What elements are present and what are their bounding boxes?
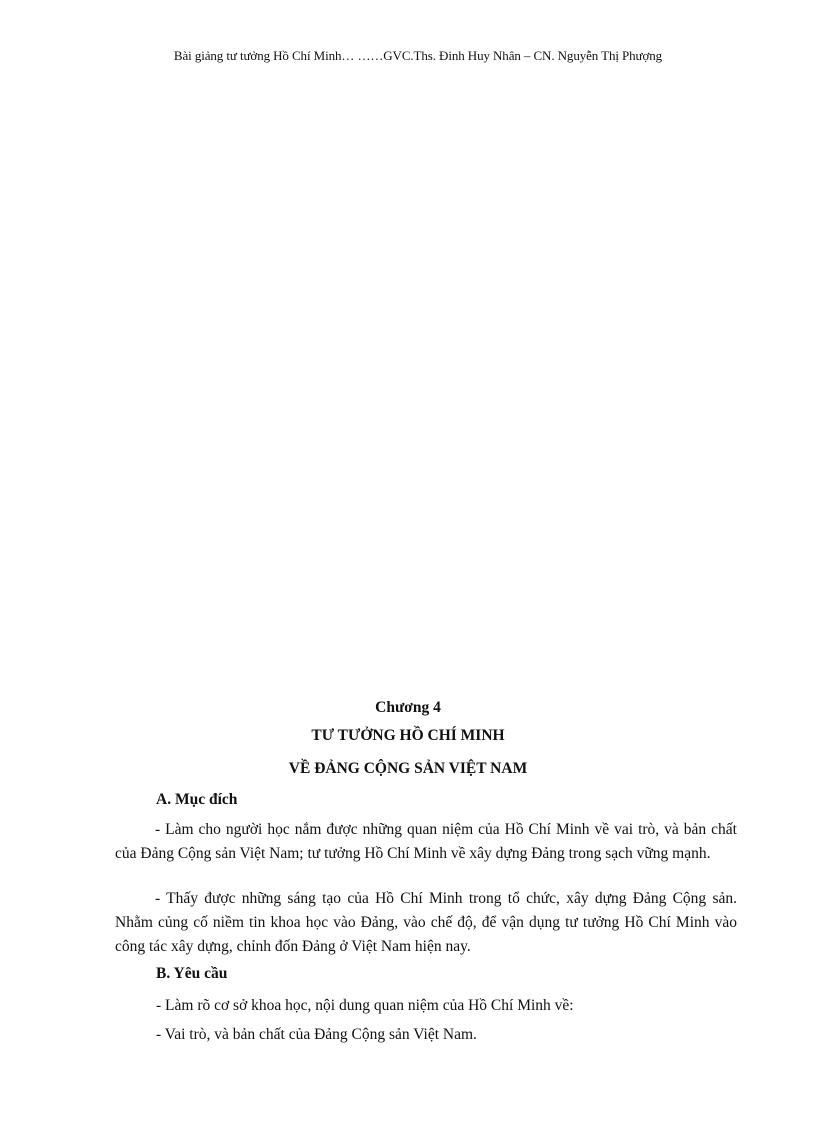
section-b-line-2: - Vai trò, và bản chất của Đảng Cộng sản Việt Nam. (156, 1026, 477, 1043)
running-header (0, 48, 816, 64)
section-a-paragraph-1: - Làm cho người học nắm được những quan niệm của Hồ Chí Minh về vai trò, và bản chất của Đảng Cộng sản Việt Nam; tư tưởng Hồ Chí Minh về xây dựng Đảng trong sạch vững mạnh. (115, 821, 737, 862)
header-text: Bài giảng tư tưởng Hồ Chí Minh… ……GVC.Ths. Đinh Huy Nhân – CN. Nguyễn Thị Phượng (173, 48, 663, 63)
section-b-heading: B. Yêu cầu (156, 965, 228, 982)
section-a-paragraph-2: - Thấy được những sáng tạo của Hồ Chí Minh trong tổ chức, xây dựng Đảng Cộng sản. Nhằm củng cố niềm tin khoa học vào Đảng, vào chế độ, để vận dụng tư tưởng Hồ Chí Minh vào công tác xây dựng, chỉnh đốn Đảng ở Việt Nam hiện nay. (115, 890, 737, 955)
section-b-line-1: - Làm rõ cơ sở khoa học, nội dung quan niệm của Hồ Chí Minh về: (156, 997, 574, 1014)
section-a-heading: A. Mục đích (156, 791, 238, 808)
chapter-title-line-2: VỀ ĐẢNG CỘNG SẢN VIỆT NAM (288, 760, 528, 777)
chapter-title-line-1: TƯ TƯỞNG HỒ CHÍ MINH (311, 727, 505, 744)
chapter-number: Chương 4 (375, 699, 441, 716)
